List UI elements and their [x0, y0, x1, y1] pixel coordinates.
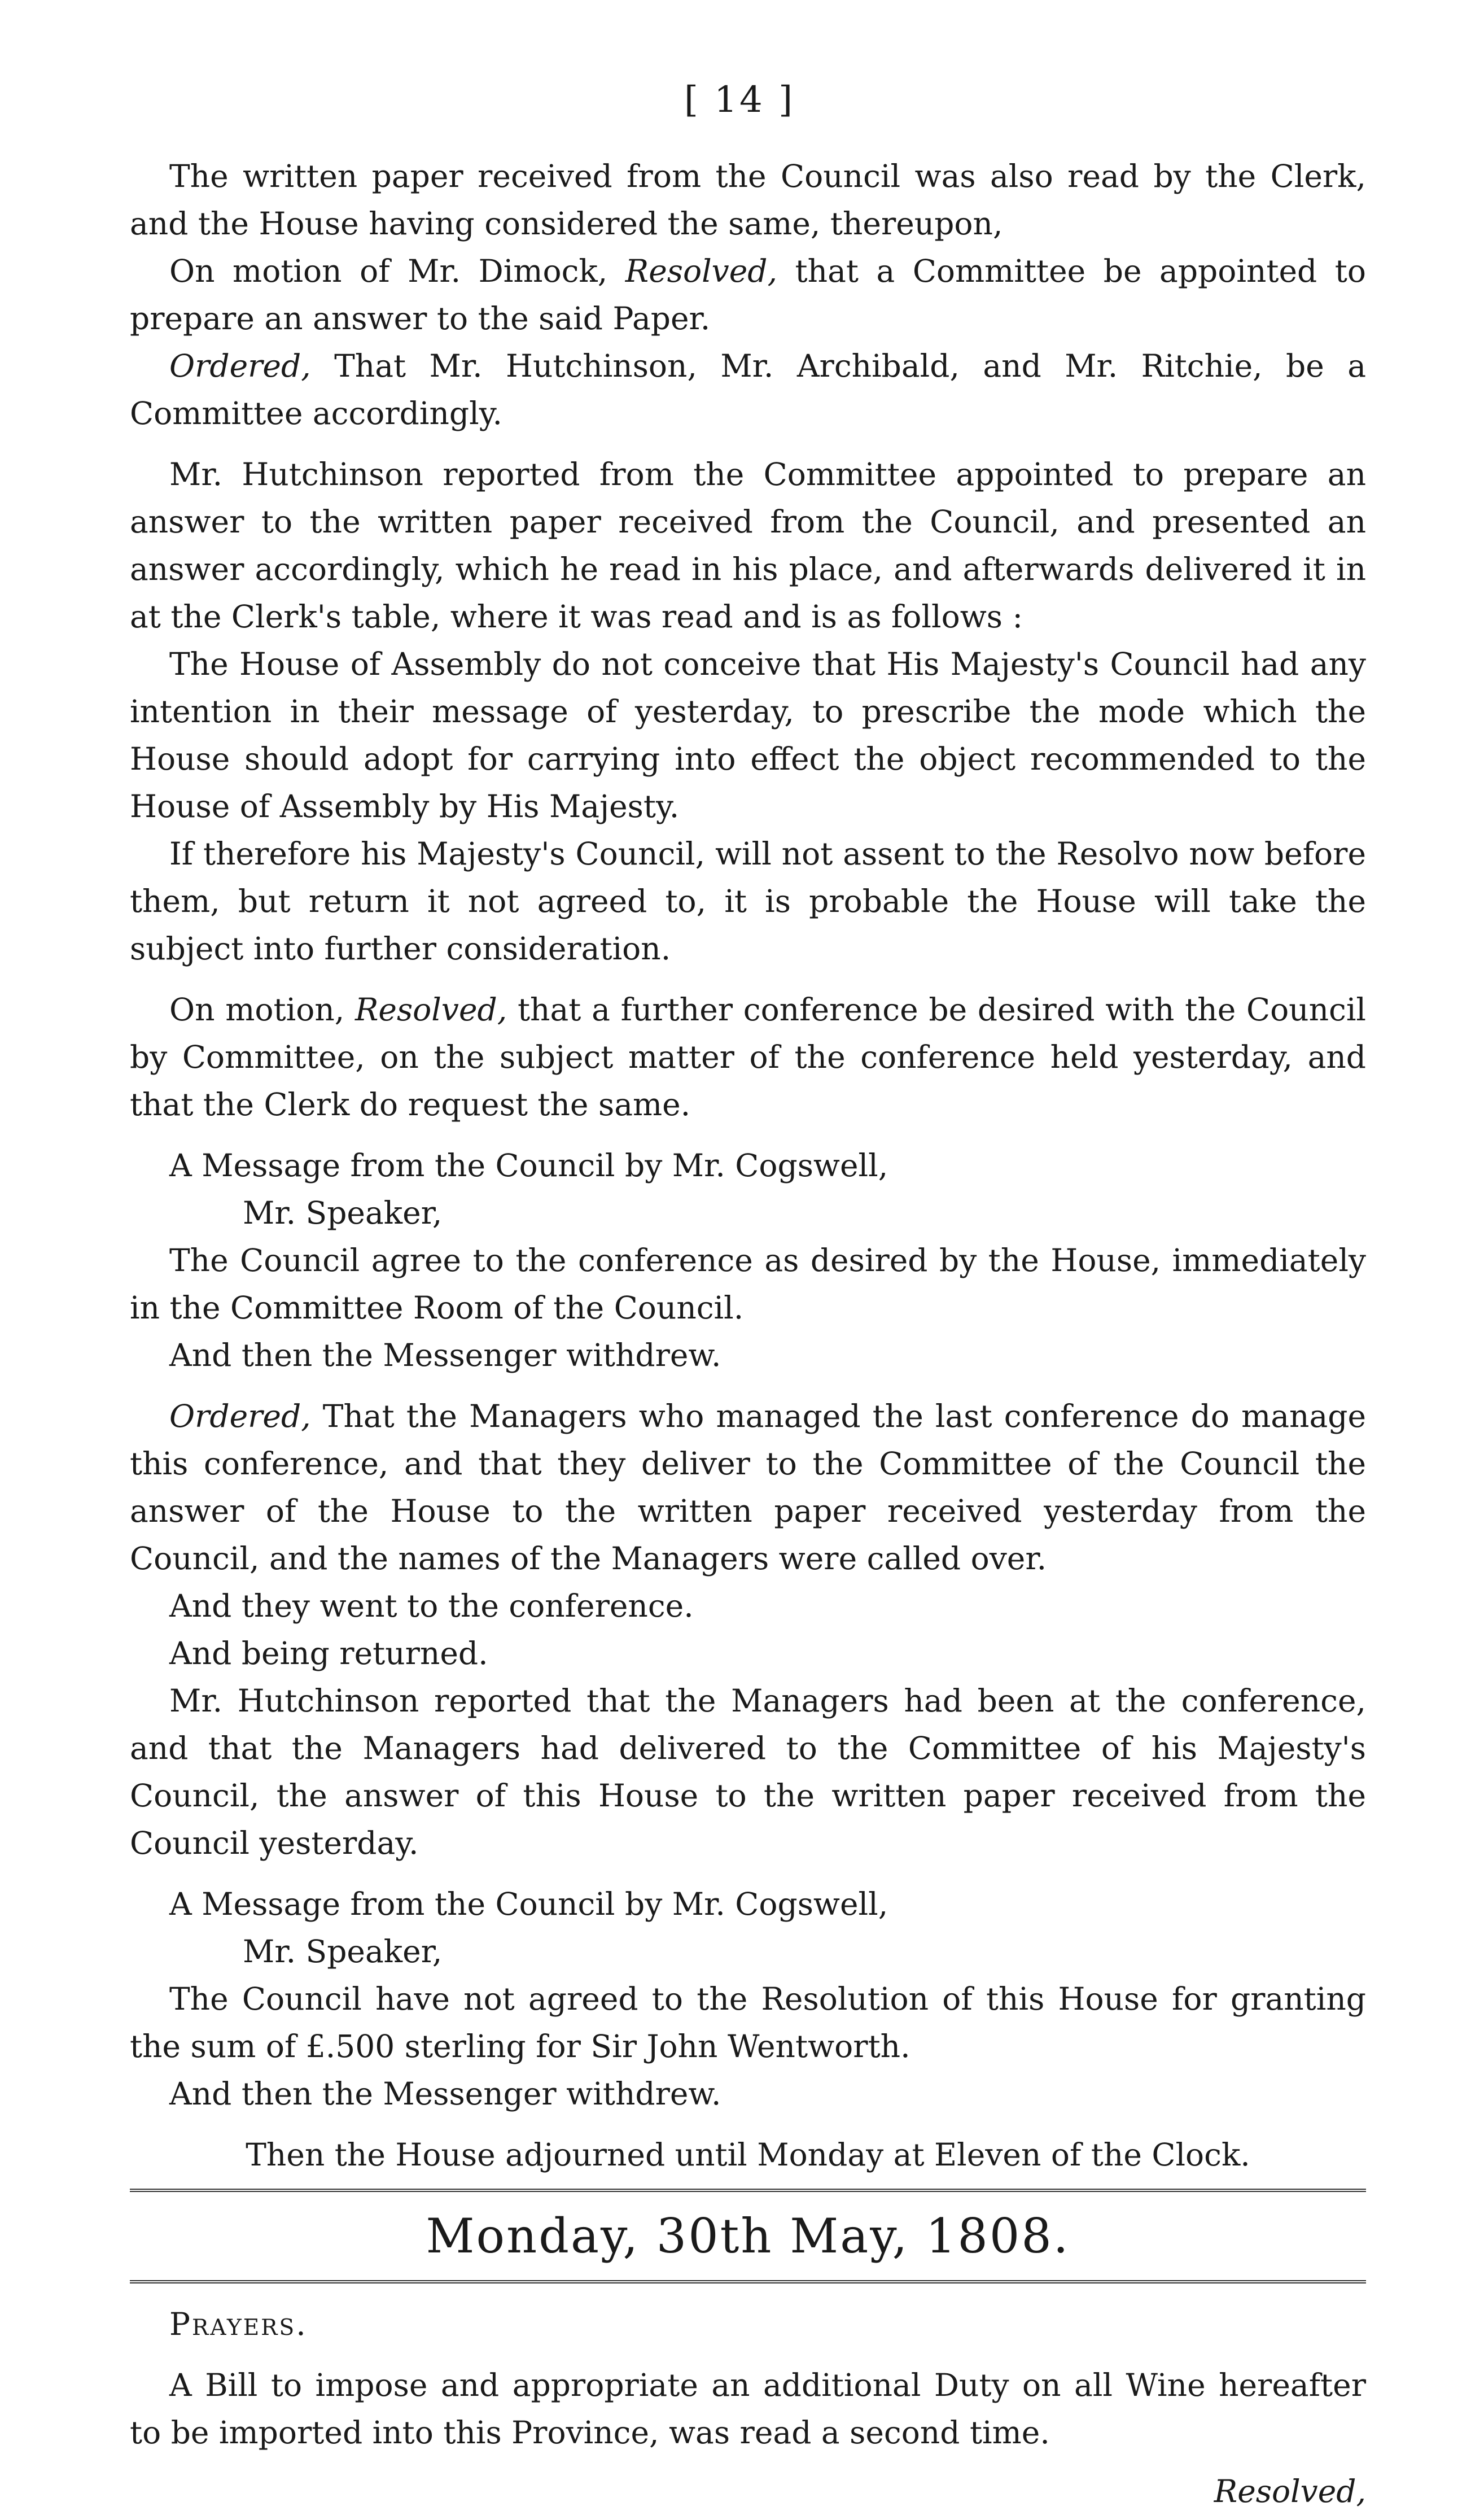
paragraph: The written paper received from the Council was also read by the Clerk, and the House having considered the same, thereupon, — [130, 158, 1366, 242]
page-number: [ 14 ] — [684, 79, 795, 121]
paragraph: The House of Assembly do not conceive that His Majesty's Council had any intention in their message of yesterday, to prescribe the mode which the House should adopt for carrying into effect the object recommended to the House of Assembly by His Majesty. — [130, 646, 1366, 824]
paragraph: Mr. Hutchinson reported that the Managers had been at the conference, and that the Managers had delivered to the Committee of his Majesty's Council, the answer of this House to the written paper received from the Council yesterday. — [130, 1683, 1366, 1861]
paragraph: And they went to the conference. — [169, 1588, 694, 1624]
paragraph: On motion, Resolved, that a further conference be desired with the Council by Committee, on the subject matter of the conference held yesterday, and that the Clerk do request the same. — [130, 992, 1367, 1123]
divider-rule — [130, 2189, 1366, 2192]
paragraph: Ordered, That the Managers who managed the last conference do manage this conference, and that they deliver to the Committee of the Council the answer of the House to the written paper received yesterday from the Council, and the names of the Managers were called over. — [130, 1398, 1366, 1577]
paragraph: A Message from the Council by Mr. Cogswell, — [169, 1147, 888, 1184]
paragraph: And being returned. — [169, 1635, 488, 1671]
prayers-heading: Prayers. — [169, 2306, 308, 2342]
paragraph: A Message from the Council by Mr. Cogswell, — [169, 1886, 888, 1922]
paragraph: Mr. Speaker, — [243, 1933, 443, 1970]
paragraph: If therefore his Majesty's Council, will not assent to the Resolvo now before them, but return it not agreed to, it is probable the House will take the subject into further consideration. — [130, 836, 1366, 967]
body-text — [130, 152, 1366, 2515]
paragraph: The Council agree to the conference as desired by the House, immediately in the Committee Room of the Council. — [130, 1242, 1366, 1326]
catchword: Resolved, — [1214, 2473, 1366, 2509]
adjournment-line: Then the House adjourned until Monday at Eleven of the Clock. — [246, 2137, 1250, 2173]
paragraph: And then the Messenger withdrew. — [169, 2076, 721, 2112]
paragraph: The Council have not agreed to the Resolution of this House for granting the sum of £.500 sterling for Sir John Wentworth. — [130, 1981, 1366, 2064]
divider-rule — [130, 2280, 1366, 2283]
paragraph: On motion of Mr. Dimock, Resolved, that a Committee be appointed to prepare an answer to the said Paper. — [130, 253, 1367, 337]
paragraph: Mr. Hutchinson reported from the Committee appointed to prepare an answer to the written paper received from the Council, and presented an answer accordingly, which he read in his place, and afterwards delivered it in at the Clerk's table, where it was read and is as follows : — [130, 456, 1366, 635]
paragraph: Ordered, That Mr. Hutchinson, Mr. Archibald, and Mr. Ritchie, be a Committee accordingly. — [130, 348, 1367, 431]
paragraph: Mr. Speaker, — [243, 1195, 443, 1231]
paragraph: A Bill to impose and appropriate an additional Duty on all Wine hereafter to be imported into this Province, was read a second time. — [130, 2367, 1366, 2451]
paragraph: And then the Messenger withdrew. — [169, 1337, 721, 1373]
date-heading: Monday, 30th May, 1808. — [426, 2208, 1070, 2264]
